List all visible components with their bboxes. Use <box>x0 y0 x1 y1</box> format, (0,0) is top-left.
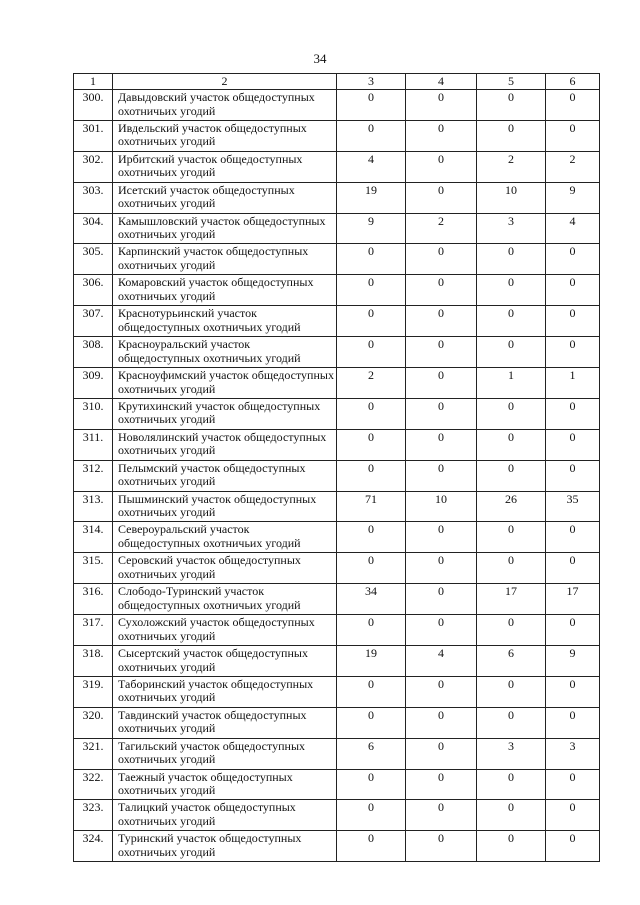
value-col-5: 0 <box>477 398 546 429</box>
table-row <box>74 800 600 831</box>
value-col-6: 0 <box>546 615 600 646</box>
row-number: 305. <box>74 244 113 275</box>
value-col-3: 0 <box>337 522 406 553</box>
table-row <box>74 398 600 429</box>
value-col-3: 19 <box>337 646 406 677</box>
value-col-6: 0 <box>546 337 600 368</box>
row-number: 323. <box>74 800 113 831</box>
value-col-6: 0 <box>546 522 600 553</box>
value-col-4: 2 <box>406 213 477 244</box>
value-col-4: 0 <box>406 429 477 460</box>
value-col-4: 0 <box>406 553 477 584</box>
table-row <box>74 707 600 738</box>
row-number: 307. <box>74 306 113 337</box>
value-col-5: 2 <box>477 151 546 182</box>
table-row <box>74 738 600 769</box>
value-col-3: 0 <box>337 800 406 831</box>
value-col-3: 0 <box>337 337 406 368</box>
row-number: 311. <box>74 429 113 460</box>
value-col-4: 0 <box>406 460 477 491</box>
area-name: Ирбитский участок общедоступных охотничьих угодий <box>113 151 337 182</box>
value-col-3: 71 <box>337 491 406 522</box>
header-row <box>74 74 600 90</box>
value-col-3: 0 <box>337 244 406 275</box>
value-col-5: 0 <box>477 120 546 151</box>
area-name: Давыдовский участок общедоступных охотничьих угодий <box>113 90 337 121</box>
value-col-6: 1 <box>546 368 600 399</box>
value-col-4: 0 <box>406 676 477 707</box>
table-row <box>74 615 600 646</box>
table-row <box>74 831 600 862</box>
table-row <box>74 213 600 244</box>
value-col-6: 0 <box>546 306 600 337</box>
row-number: 315. <box>74 553 113 584</box>
row-number: 303. <box>74 182 113 213</box>
value-col-6: 9 <box>546 646 600 677</box>
area-name: Талицкий участок общедоступных охотничьих угодий <box>113 800 337 831</box>
value-col-4: 0 <box>406 182 477 213</box>
value-col-4: 0 <box>406 275 477 306</box>
table-row <box>74 584 600 615</box>
value-col-4: 0 <box>406 398 477 429</box>
value-col-5: 0 <box>477 429 546 460</box>
value-col-4: 0 <box>406 90 477 121</box>
table-row <box>74 306 600 337</box>
table-row <box>74 244 600 275</box>
value-col-3: 0 <box>337 120 406 151</box>
area-name: Краснотурьинский участок общедоступных охотничьих угодий <box>113 306 337 337</box>
column-header-4: 4 <box>406 74 477 90</box>
area-name: Исетский участок общедоступных охотничьих угодий <box>113 182 337 213</box>
area-name: Комаровский участок общедоступных охотничьих угодий <box>113 275 337 306</box>
area-name: Крутихинский участок общедоступных охотничьих угодий <box>113 398 337 429</box>
table-row <box>74 368 600 399</box>
value-col-3: 0 <box>337 275 406 306</box>
value-col-6: 4 <box>546 213 600 244</box>
row-number: 304. <box>74 213 113 244</box>
column-header-6: 6 <box>546 74 600 90</box>
area-name: Ивдельский участок общедоступных охотничьих угодий <box>113 120 337 151</box>
row-number: 312. <box>74 460 113 491</box>
table-row <box>74 151 600 182</box>
value-col-4: 0 <box>406 522 477 553</box>
value-col-3: 6 <box>337 738 406 769</box>
value-col-5: 0 <box>477 553 546 584</box>
table-row <box>74 491 600 522</box>
area-name: Таборинский участок общедоступных охотничьих угодий <box>113 676 337 707</box>
value-col-3: 9 <box>337 213 406 244</box>
value-col-3: 2 <box>337 368 406 399</box>
table-row <box>74 553 600 584</box>
value-col-4: 0 <box>406 800 477 831</box>
value-col-3: 0 <box>337 553 406 584</box>
value-col-4: 0 <box>406 306 477 337</box>
table-header <box>74 74 600 90</box>
value-col-6: 0 <box>546 553 600 584</box>
value-col-3: 34 <box>337 584 406 615</box>
area-name: Туринский участок общедоступных охотничьих угодий <box>113 831 337 862</box>
value-col-6: 0 <box>546 676 600 707</box>
row-number: 319. <box>74 676 113 707</box>
value-col-5: 26 <box>477 491 546 522</box>
value-col-3: 0 <box>337 769 406 800</box>
value-col-4: 10 <box>406 491 477 522</box>
value-col-3: 0 <box>337 90 406 121</box>
row-number: 313. <box>74 491 113 522</box>
table-row <box>74 769 600 800</box>
value-col-5: 0 <box>477 306 546 337</box>
value-col-5: 1 <box>477 368 546 399</box>
row-number: 309. <box>74 368 113 399</box>
row-number: 308. <box>74 337 113 368</box>
value-col-6: 0 <box>546 800 600 831</box>
column-header-2: 2 <box>113 74 337 90</box>
value-col-5: 0 <box>477 244 546 275</box>
value-col-5: 17 <box>477 584 546 615</box>
value-col-5: 0 <box>477 831 546 862</box>
value-col-6: 0 <box>546 769 600 800</box>
value-col-3: 0 <box>337 676 406 707</box>
table-row <box>74 522 600 553</box>
area-name: Пелымский участок общедоступных охотничьих угодий <box>113 460 337 491</box>
value-col-5: 0 <box>477 707 546 738</box>
value-col-5: 0 <box>477 275 546 306</box>
value-col-6: 0 <box>546 244 600 275</box>
area-name: Пышминский участок общедоступных охотничьих угодий <box>113 491 337 522</box>
table-row <box>74 120 600 151</box>
area-name: Сысертский участок общедоступных охотничьих угодий <box>113 646 337 677</box>
value-col-6: 0 <box>546 90 600 121</box>
row-number: 322. <box>74 769 113 800</box>
row-number: 317. <box>74 615 113 646</box>
value-col-6: 0 <box>546 120 600 151</box>
value-col-5: 6 <box>477 646 546 677</box>
table-row <box>74 182 600 213</box>
value-col-3: 19 <box>337 182 406 213</box>
value-col-5: 0 <box>477 90 546 121</box>
value-col-4: 0 <box>406 615 477 646</box>
table-row <box>74 429 600 460</box>
value-col-5: 3 <box>477 213 546 244</box>
table-row <box>74 90 600 121</box>
row-number: 320. <box>74 707 113 738</box>
table-body <box>74 90 600 862</box>
area-name: Североуральский участок общедоступных охотничьих угодий <box>113 522 337 553</box>
value-col-6: 0 <box>546 398 600 429</box>
value-col-4: 0 <box>406 120 477 151</box>
table-row <box>74 676 600 707</box>
area-name: Таежный участок общедоступных охотничьих угодий <box>113 769 337 800</box>
value-col-4: 0 <box>406 151 477 182</box>
value-col-3: 0 <box>337 398 406 429</box>
table-row <box>74 337 600 368</box>
value-col-3: 0 <box>337 615 406 646</box>
value-col-4: 0 <box>406 337 477 368</box>
page-number: 34 <box>313 51 327 66</box>
value-col-3: 0 <box>337 429 406 460</box>
value-col-6: 0 <box>546 460 600 491</box>
hunting-grounds-table <box>73 73 600 862</box>
value-col-5: 0 <box>477 522 546 553</box>
value-col-5: 10 <box>477 182 546 213</box>
row-number: 321. <box>74 738 113 769</box>
value-col-4: 0 <box>406 584 477 615</box>
row-number: 318. <box>74 646 113 677</box>
row-number: 300. <box>74 90 113 121</box>
area-name: Красноуфимский участок общедоступных охотничьих угодий <box>113 368 337 399</box>
value-col-5: 3 <box>477 738 546 769</box>
area-name: Сухоложский участок общедоступных охотничьих угодий <box>113 615 337 646</box>
table-row <box>74 275 600 306</box>
value-col-5: 0 <box>477 676 546 707</box>
value-col-3: 0 <box>337 306 406 337</box>
value-col-6: 9 <box>546 182 600 213</box>
value-col-6: 0 <box>546 707 600 738</box>
value-col-4: 0 <box>406 738 477 769</box>
row-number: 301. <box>74 120 113 151</box>
value-col-6: 0 <box>546 429 600 460</box>
area-name: Тавдинский участок общедоступных охотничьих угодий <box>113 707 337 738</box>
value-col-6: 0 <box>546 831 600 862</box>
area-name: Красноуральский участок общедоступных охотничьих угодий <box>113 337 337 368</box>
value-col-5: 0 <box>477 769 546 800</box>
value-col-6: 35 <box>546 491 600 522</box>
value-col-6: 3 <box>546 738 600 769</box>
value-col-4: 0 <box>406 831 477 862</box>
value-col-6: 17 <box>546 584 600 615</box>
value-col-4: 0 <box>406 368 477 399</box>
area-name: Камышловский участок общедоступных охотничьих угодий <box>113 213 337 244</box>
value-col-5: 0 <box>477 800 546 831</box>
area-name: Слободо-Туринский участок общедоступных охотничьих угодий <box>113 584 337 615</box>
value-col-4: 0 <box>406 769 477 800</box>
value-col-3: 0 <box>337 460 406 491</box>
table-row <box>74 646 600 677</box>
row-number: 316. <box>74 584 113 615</box>
value-col-3: 4 <box>337 151 406 182</box>
value-col-5: 0 <box>477 337 546 368</box>
value-col-6: 0 <box>546 275 600 306</box>
value-col-6: 2 <box>546 151 600 182</box>
area-name: Карпинский участок общедоступных охотничьих угодий <box>113 244 337 275</box>
value-col-3: 0 <box>337 831 406 862</box>
column-header-1: 1 <box>74 74 113 90</box>
row-number: 324. <box>74 831 113 862</box>
value-col-5: 0 <box>477 460 546 491</box>
value-col-5: 0 <box>477 615 546 646</box>
row-number: 306. <box>74 275 113 306</box>
table-row <box>74 460 600 491</box>
value-col-4: 0 <box>406 244 477 275</box>
value-col-4: 0 <box>406 707 477 738</box>
column-header-5: 5 <box>477 74 546 90</box>
value-col-4: 4 <box>406 646 477 677</box>
area-name: Тагильский участок общедоступных охотничьих угодий <box>113 738 337 769</box>
row-number: 302. <box>74 151 113 182</box>
value-col-3: 0 <box>337 707 406 738</box>
column-header-3: 3 <box>337 74 406 90</box>
row-number: 310. <box>74 398 113 429</box>
area-name: Серовский участок общедоступных охотничьих угодий <box>113 553 337 584</box>
area-name: Новолялинский участок общедоступных охотничьих угодий <box>113 429 337 460</box>
row-number: 314. <box>74 522 113 553</box>
